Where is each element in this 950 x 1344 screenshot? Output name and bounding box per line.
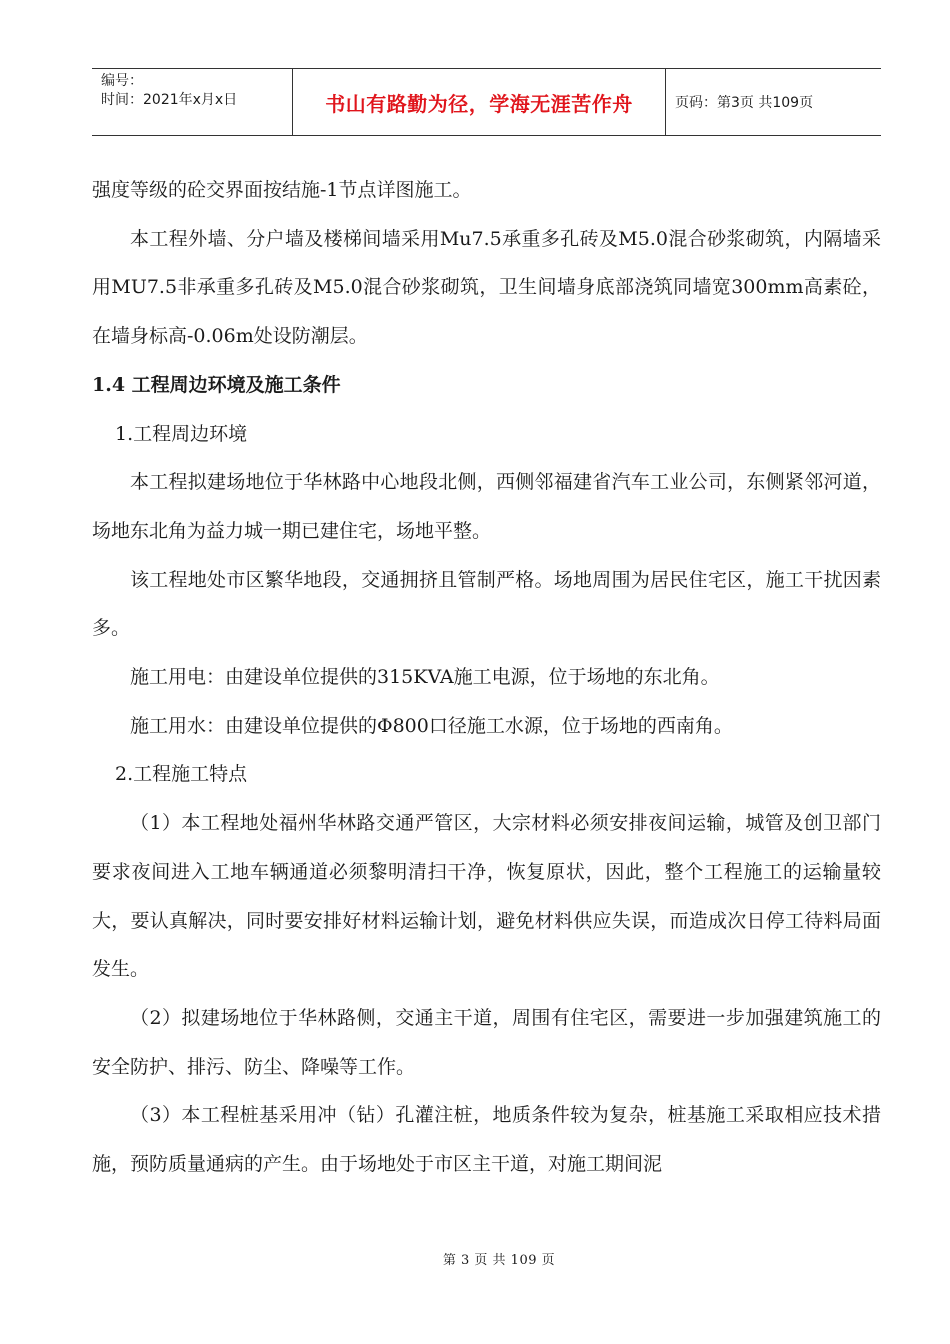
paragraph: （3）本工程桩基采用冲（钻）孔灌注桩，地质条件较为复杂，桩基施工采取相应技术措施，预防质量通病的产生。由于场地处于市区主干道，对施工期间泥 xyxy=(92,1104,881,1176)
header-meta xyxy=(92,69,293,135)
paragraph: （1）本工程地处福州华林路交通严管区，大宗材料必须安排夜间运输，城管及创卫部门要求夜间进入工地车辆通道必须黎明清扫干净，恢复原状，因此，整个工程施工的运输量较大，要认真解决，同时要安排好材料运输计划，避免材料供应失误，而造成次日停工待料局面发生。 xyxy=(92,812,881,981)
paragraph: 强度等级的砼交界面按结施-1节点详图施工。 xyxy=(92,179,472,201)
header-page-info: 页码：第3页 共109页 xyxy=(675,95,814,111)
page-footer: 第 3 页 共 109 页 xyxy=(442,1253,556,1268)
paragraph: 施工用水：由建设单位提供的Φ800口径施工水源，位于场地的西南角。 xyxy=(130,714,733,737)
time-label: 时间：2021年x月x日 xyxy=(101,92,238,108)
paragraph: 本工程外墙、分户墙及楼梯间墙采用Mu7.5承重多孔砖及M5.0混合砂浆砌筑，内隔墙采用MU7.5非承重多孔砖及M5.0混合砂浆砌筑，卫生间墙身底部浇筑同墙宽300mm高素砼，在墙身标高-0.06m处设防潮层。 xyxy=(92,227,881,348)
paragraph: 该工程地处市区繁华地段，交通拥挤且管制严格。场地周围为居民住宅区，施工干扰因素多。 xyxy=(92,568,881,640)
subsection-heading: 2.工程施工特点 xyxy=(115,763,248,786)
paragraph: （2）拟建场地位于华林路侧，交通主干道，周围有住宅区，需要进一步加强建筑施工的安全防护、排污、防尘、降噪等工作。 xyxy=(92,1006,881,1078)
serial-number-label: 编号： xyxy=(101,73,143,89)
section-heading: 1.4 工程周边环境及施工条件 xyxy=(92,373,341,396)
document-body xyxy=(92,166,881,1189)
header-motto: 书山有路勤为径，学海无涯苦作舟 xyxy=(293,69,666,135)
paragraph: 施工用电：由建设单位提供的315KVA施工电源，位于场地的东北角。 xyxy=(130,666,720,689)
page-header xyxy=(92,68,881,136)
paragraph: 本工程拟建场地位于华林路中心地段北侧，西侧邻福建省汽车工业公司，东侧紧邻河道，场地东北角为益力城一期已建住宅，场地平整。 xyxy=(92,471,881,542)
subsection-heading: 1.工程周边环境 xyxy=(115,422,248,445)
